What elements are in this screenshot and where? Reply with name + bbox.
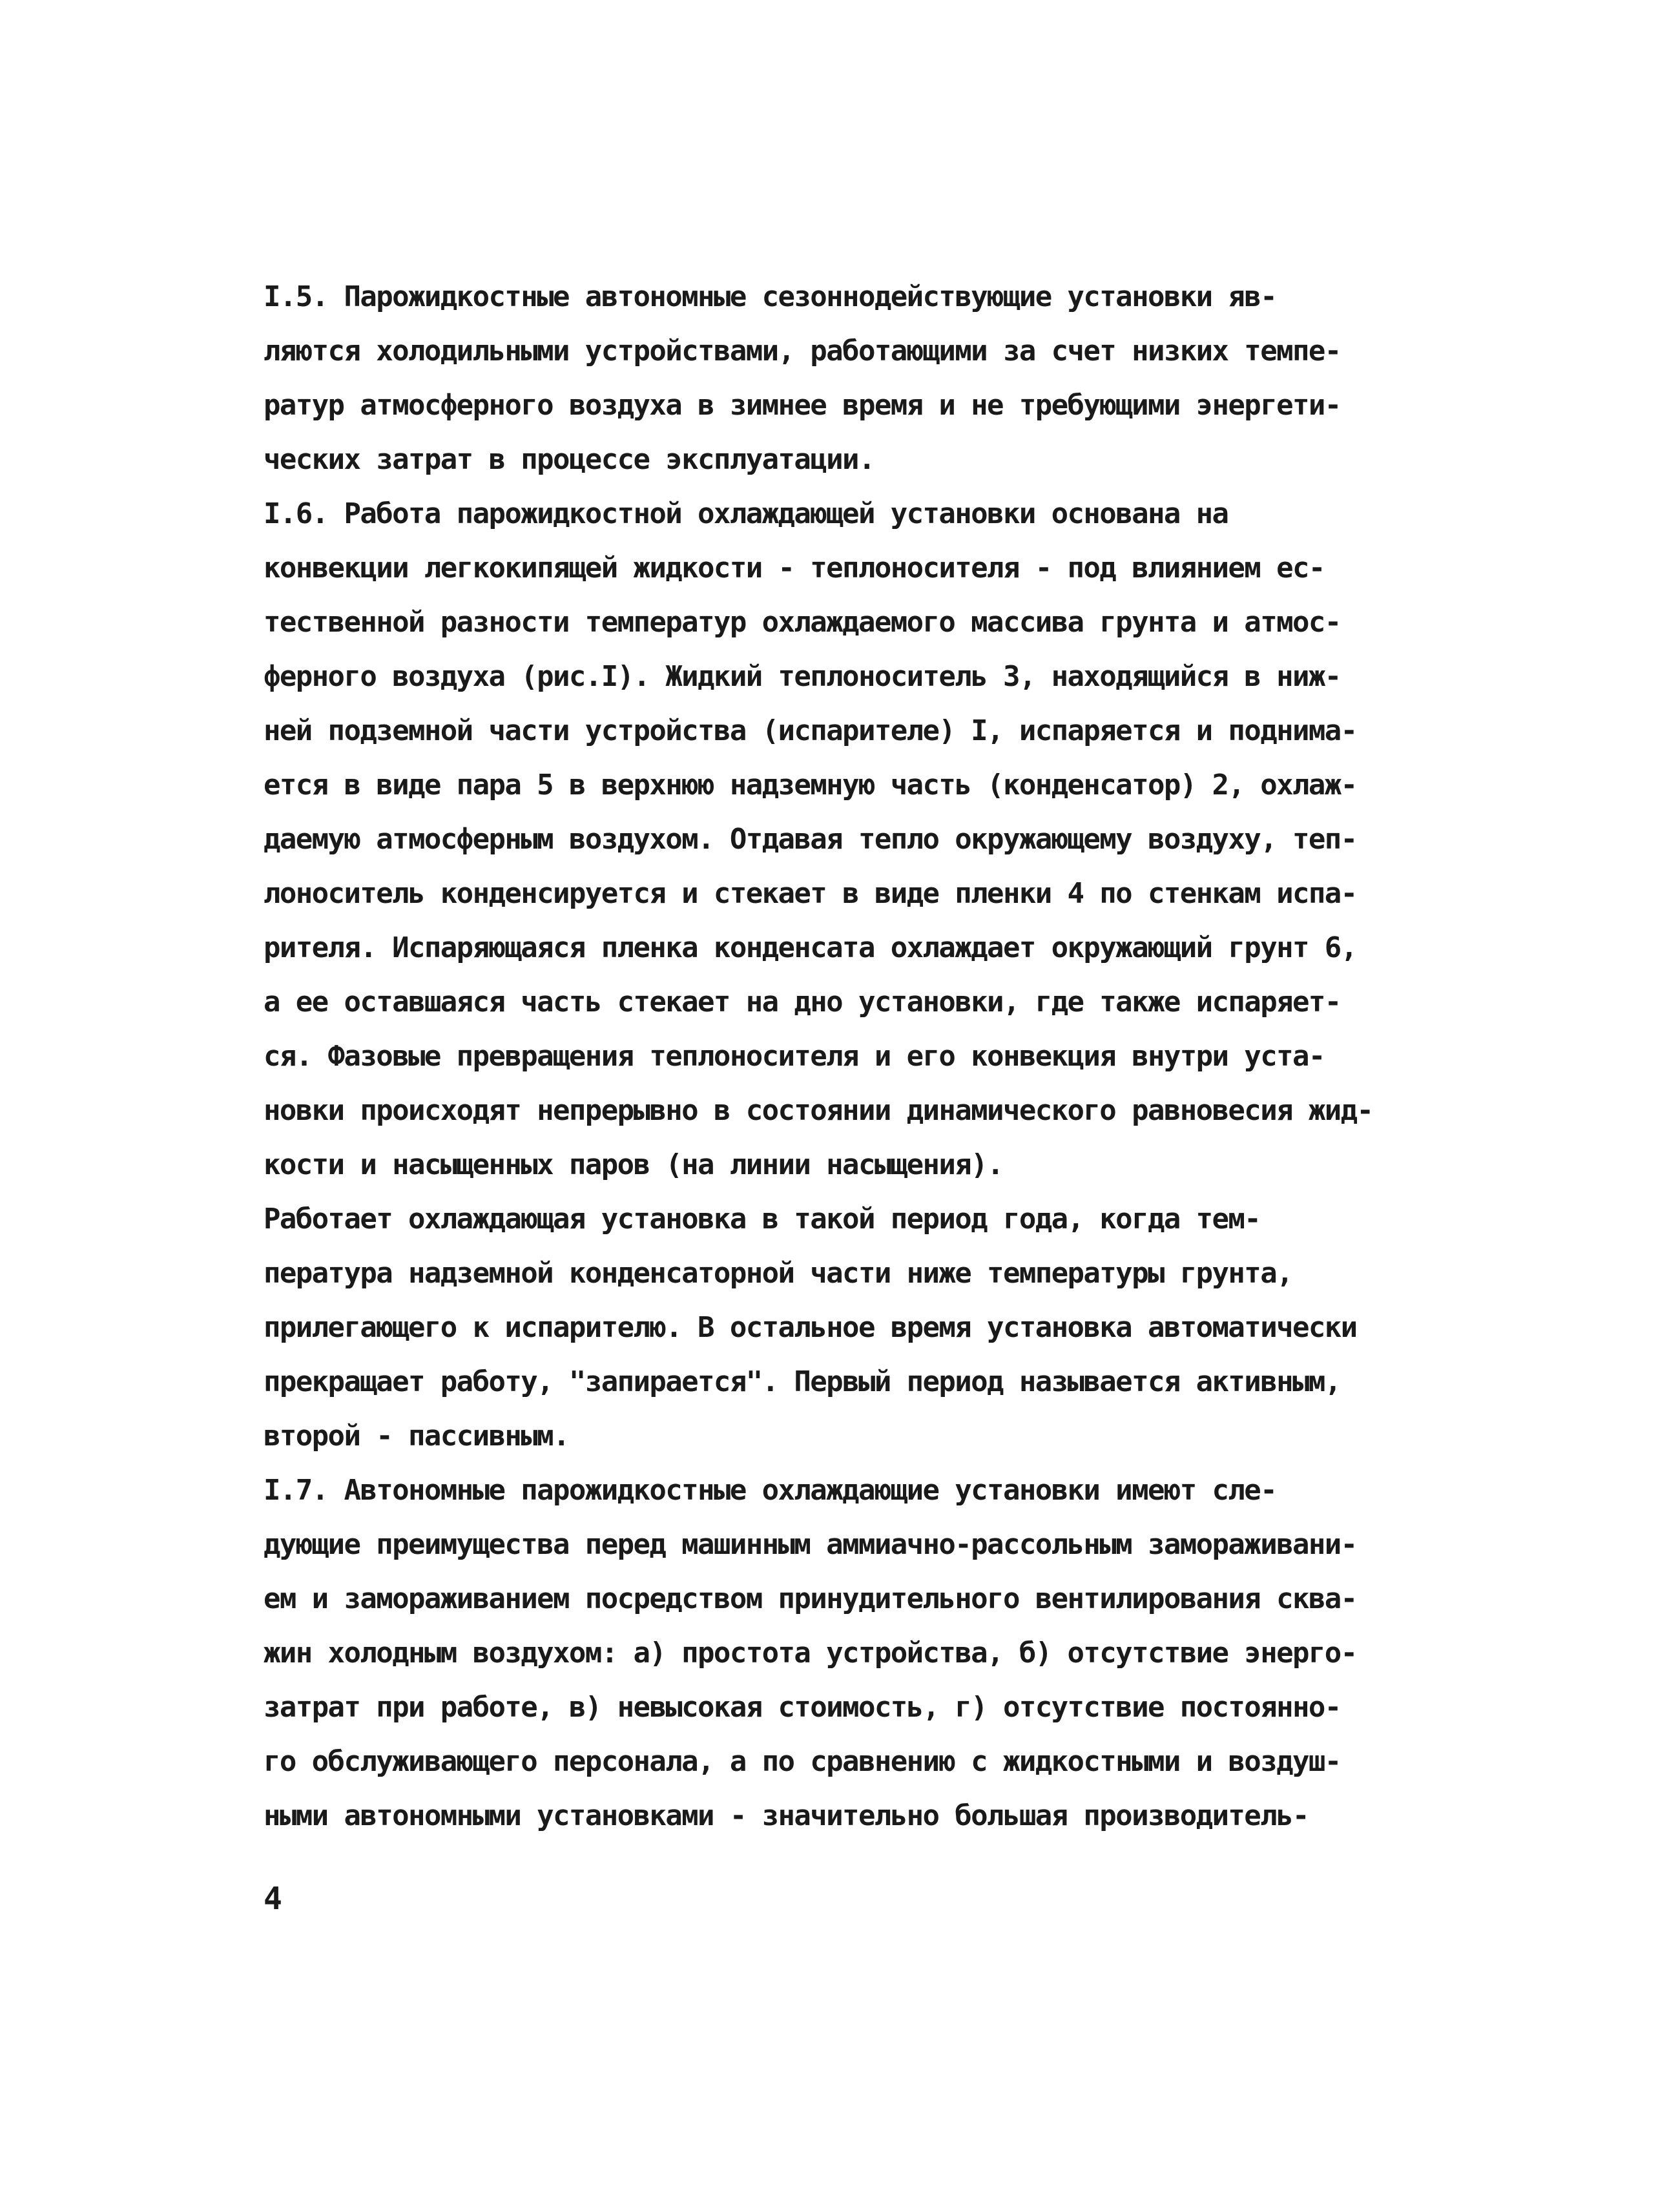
text-line: ными автономными установками - значительно большая производитель-	[264, 1799, 1309, 1832]
text-line: рителя. Испаряющаяся пленка конденсата охлаждает окружающий грунт 6,	[264, 931, 1357, 964]
text-line: I.7. Автономные парожидкостные охлаждающие установки имеют сле-	[264, 1474, 1277, 1507]
text-line: прилегающего к испарителю. В остальное время установка автоматически	[264, 1311, 1357, 1344]
text-line: Работает охлаждающая установка в такой период года, когда тем-	[264, 1203, 1261, 1235]
text-line: жин холодным воздухом: а) простота устройства, б) отсутствие энерго-	[264, 1637, 1357, 1669]
text-line: ратур атмосферного воздуха в зимнее время и не требующими энергети-	[264, 389, 1341, 422]
text-line: ся. Фазовые превращения теплоносителя и его конвекция внутри уста-	[264, 1040, 1325, 1073]
text-line: I.5. Парожидкостные автономные сезоннодействующие установки яв-	[264, 280, 1277, 313]
text-line: прекращает работу, "запирается". Первый период называется активным,	[264, 1365, 1341, 1398]
text-line: дующие преимущества перед машинным аммиачно-рассольным замораживани-	[264, 1528, 1357, 1561]
text-line: конвекции легкокипящей жидкости - теплоносителя - под влиянием ес-	[264, 552, 1325, 584]
text-line: го обслуживающего персонала, а по сравнению с жидкостными и воздуш-	[264, 1745, 1341, 1778]
text-line: ляются холодильными устройствами, работающими за счет низких темпе-	[264, 335, 1341, 367]
text-line: новки происходят непрерывно в состоянии динамического равновесия жид-	[264, 1094, 1373, 1127]
text-line: второй - пассивным.	[264, 1420, 569, 1452]
text-line: I.6. Работа парожидкостной охлаждающей установки основана на	[264, 497, 1228, 530]
text-line: пература надземной конденсаторной части ниже температуры грунта,	[264, 1257, 1292, 1290]
text-line: ческих затрат в процессе эксплуатации.	[264, 443, 875, 476]
text-line: ней подземной части устройства (испарителе) I, испаряется и поднима-	[264, 714, 1357, 747]
text-line: ется в виде пара 5 в верхнюю надземную часть (конденсатор) 2, охлаж-	[264, 769, 1357, 801]
text-line: а ее оставшаяся часть стекает на дно установки, где также испаряет-	[264, 986, 1341, 1018]
text-line: даемую атмосферным воздухом. Отдавая тепло окружающему воздуху, теп-	[264, 823, 1357, 856]
text-line: кости и насыщенных паров (на линии насыщения).	[264, 1148, 1003, 1181]
text-line: затрат при работе, в) невысокая стоимость, г) отсутствие постоянно-	[264, 1691, 1341, 1724]
text-line: ферного воздуха (рис.I). Жидкий теплоноситель 3, находящийся в ниж-	[264, 660, 1341, 693]
text-line: тественной разности температур охлаждаемого массива грунта и атмос-	[264, 606, 1341, 639]
page-number: 4	[264, 1881, 282, 1917]
text-line: лоноситель конденсируется и стекает в виде пленки 4 по стенкам испа-	[264, 877, 1357, 910]
text-line: ем и замораживанием посредством принудительного вентилирования сква-	[264, 1582, 1357, 1615]
